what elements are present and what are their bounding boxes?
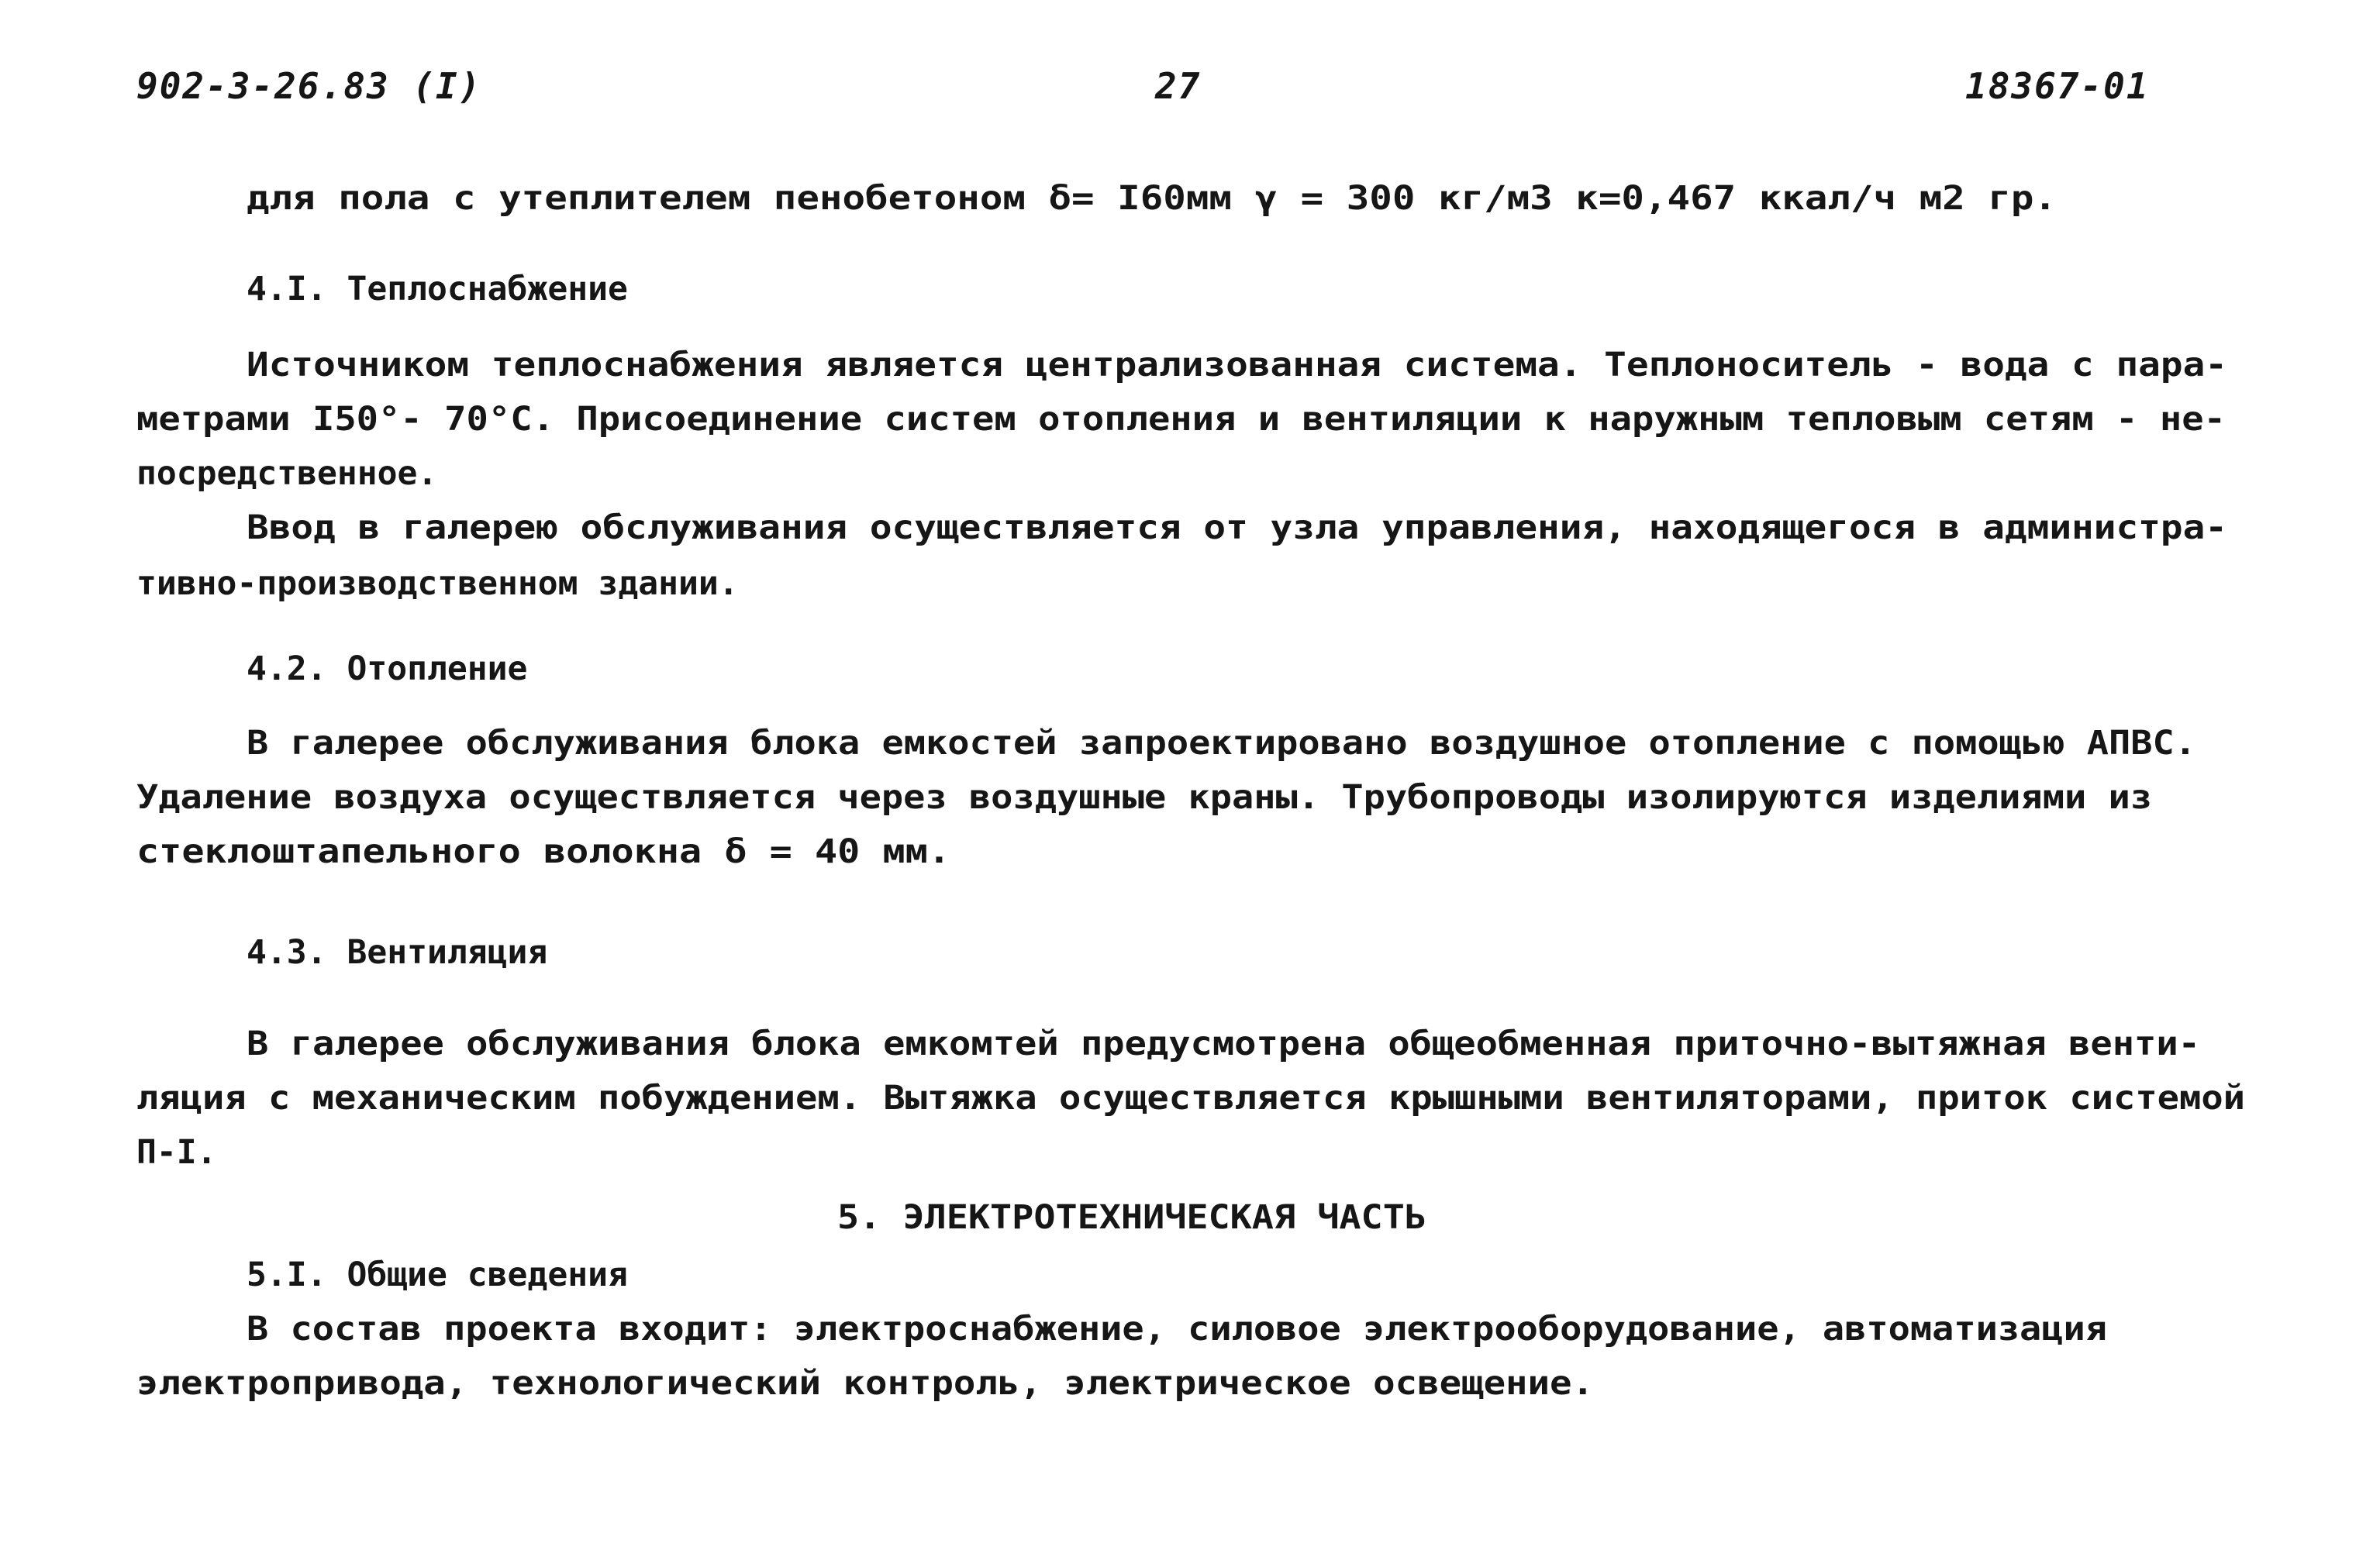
paragraph-line: электропривода, технологический контроль, электрическое освещение. [136,1364,1594,1403]
paragraph-line: В состав проекта входит: электроснабжение, силовое электрооборудование, автоматизация [247,1310,2107,1349]
paragraph-line: для пола с утеплителем пенобетоном δ= I60мм γ = 300 кг/м3 к=0,467 ккал/ч м2 гр. [247,179,2057,218]
paragraph-line: П-I. [136,1133,217,1172]
paragraph-line: Удаление воздуха осуществляется через воздушные краны. Трубопроводы изолируются изделиями из [136,778,2152,817]
paragraph-line: метрами I50°- 70°С. Присоединение систем отопления и вентиляции к наружным тепловым сетям - не- [136,400,2226,439]
section-heading-4-2: 4.2. Отопление [247,649,528,688]
paragraph-line: тивно-производственном здании. [136,564,739,603]
paragraph-line: стеклоштапельного волокна δ = 40 мм. [136,832,950,871]
document-code: 902-3-26.83 (I) [136,65,482,107]
section-heading-4-1: 4.I. Теплоснабжение [247,270,628,308]
paragraph-line: ляция с механическим побуждением. Вытяжка осуществляется крышными вентиляторами, приток системой [136,1079,2246,1118]
section-heading-4-3: 4.3. Вентиляция [247,933,548,972]
section-heading-5-1: 5.I. Общие сведения [247,1256,628,1294]
paragraph-line: В галерее обслуживания блока емкомтей предусмотрена общеобменная приточно-вытяжная венти- [247,1025,2200,1063]
paragraph-line: посредственное. [136,454,438,493]
page-number: 27 [1155,65,1202,107]
paragraph-line: Ввод в галерею обслуживания осуществляется от узла управления, находящегося в администра- [247,508,2227,547]
reference-number: 18367-01 [1965,65,2150,107]
section-heading-5: 5. ЭЛЕКТРОТЕХНИЧЕСКАЯ ЧАСТЬ [837,1198,1426,1237]
paragraph-line: В галерее обслуживания блока емкостей запроектировано воздушное отопление с помощью АПВС. [247,724,2196,763]
paragraph-line: Источником теплоснабжения является централизованная система. Теплоноситель - вода с пара- [247,346,2227,384]
